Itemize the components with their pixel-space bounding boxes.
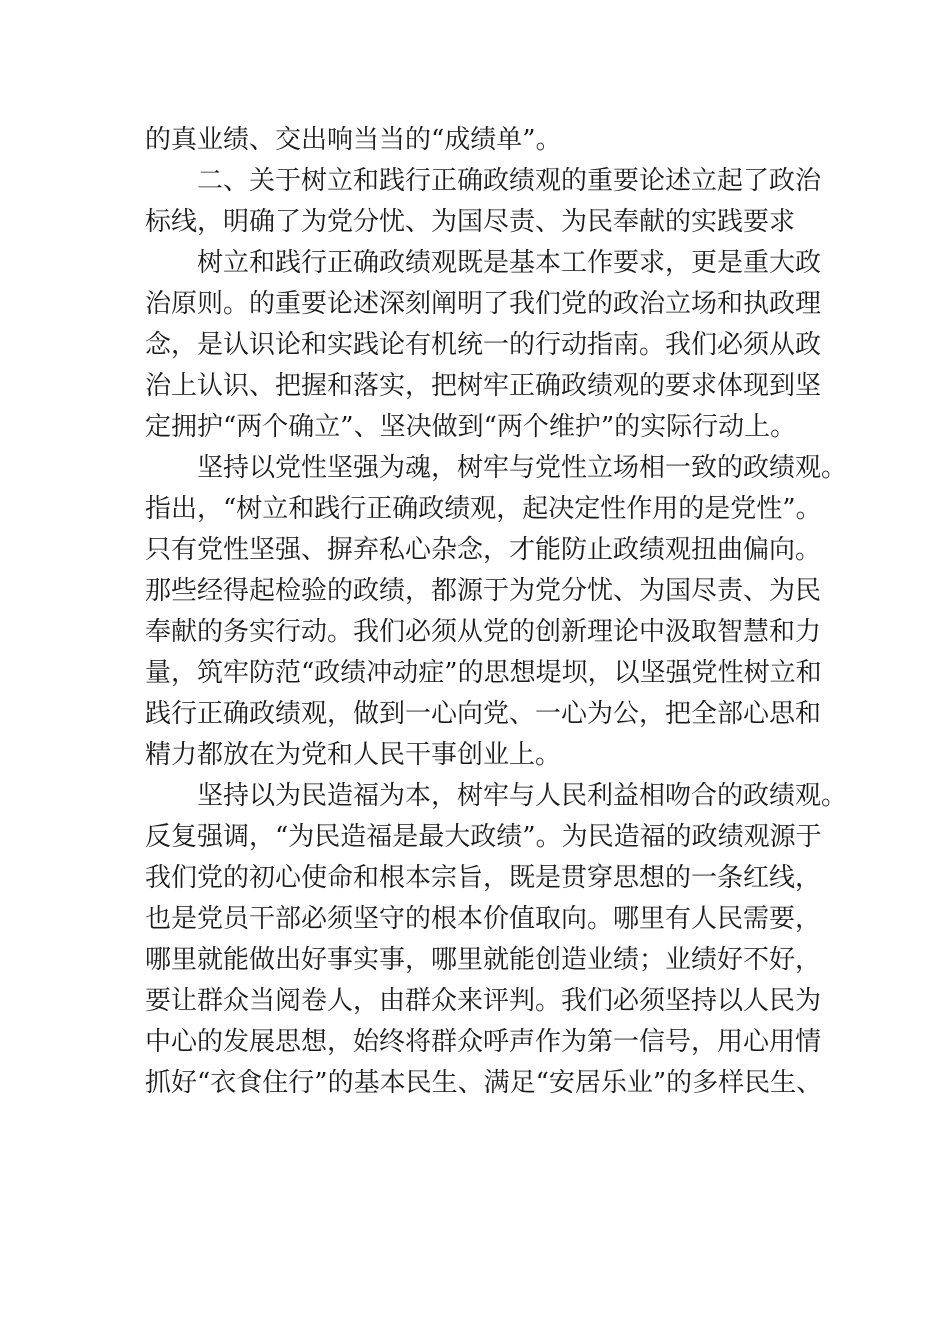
text-line: 治上认识、把握和落实，把树牢正确政绩观的要求体现到坚	[145, 371, 822, 401]
text-line: 反复强调，“为民造福是最大政绩”。为民造福的政绩观源于	[145, 822, 822, 852]
text-line: 中心的发展思想，始终将群众呼声作为第一信号，用心用情	[145, 1027, 822, 1057]
document-body	[145, 120, 848, 1104]
text-line: 治原则。的重要论述深刻阐明了我们党的政治立场和执政理	[145, 289, 822, 319]
text-line: 量，筑牢防范“政绩冲动症”的思想堤坝，以坚强党性树立和	[145, 658, 822, 688]
text-line: 我们党的初心使命和根本宗旨，既是贯穿思想的一条红线，	[145, 863, 822, 893]
text-line: 只有党性坚强、摒弃私心杂念，才能防止政绩观扭曲偏向。	[145, 535, 822, 565]
text-line: 要让群众当阅卷人，由群众来评判。我们必须坚持以人民为	[145, 986, 822, 1016]
text-line: 念，是认识论和实践论有机统一的行动指南。我们必须从政	[145, 330, 822, 360]
text-line: 践行正确政绩观，做到一心向党、一心为公，把全部心思和	[145, 699, 822, 729]
text-line: 那些经得起检验的政绩，都源于为党分忧、为国尽责、为民	[145, 576, 822, 606]
text-line: 定拥护“两个确立”、坚决做到“两个维护”的实际行动上。	[145, 412, 797, 442]
text-line: 哪里就能做出好事实事，哪里就能创造业绩；业绩好不好，	[145, 945, 822, 975]
text-line: 树立和践行正确政绩观既是基本工作要求，更是重大政	[197, 248, 822, 278]
text-line: 的真业绩、交出响当当的“成绩单”。	[145, 125, 562, 155]
text-line: 坚持以党性坚强为魂，树牢与党性立场相一致的政绩观。	[197, 453, 848, 483]
text-line: 精力都放在为党和人民干事创业上。	[145, 740, 562, 770]
text-line: 也是党员干部必须坚守的根本价值取向。哪里有人民需要，	[145, 904, 822, 934]
section-heading-line: 标线，明确了为党分忧、为国尽责、为民奉献的实践要求	[145, 207, 796, 237]
text-line: 坚持以为民造福为本，树牢与人民利益相吻合的政绩观。	[197, 781, 848, 811]
section-heading-line: 二、关于树立和践行正确政绩观的重要论述立起了政治	[197, 166, 822, 196]
text-line: 指出，“树立和践行正确政绩观，起决定性作用的是党性”。	[145, 494, 822, 524]
text-line: 抓好“衣食住行”的基本民生、满足“安居乐业”的多样民生、	[145, 1068, 823, 1098]
text-line: 奉献的务实行动。我们必须从党的创新理论中汲取智慧和力	[145, 617, 822, 647]
